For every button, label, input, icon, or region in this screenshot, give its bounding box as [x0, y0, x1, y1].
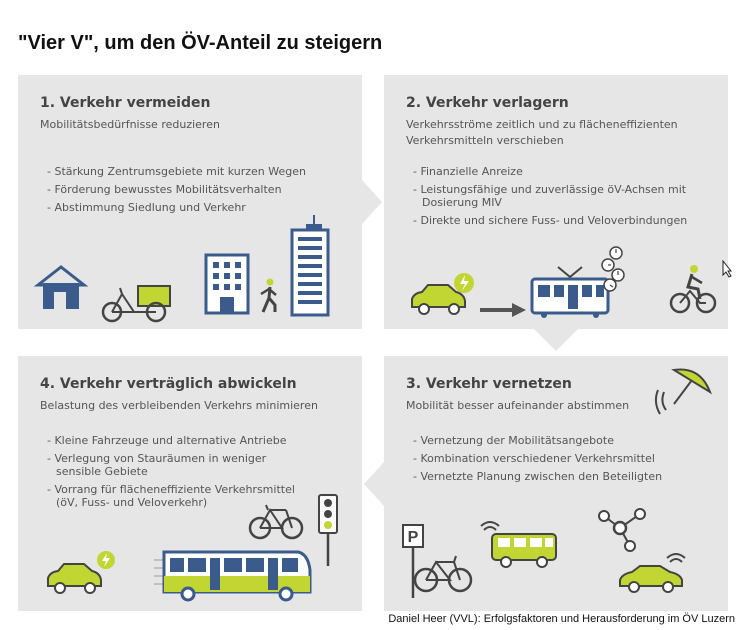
list-item: - Leistungsfähige und zuverlässige öV-Achsen mit Dosierung MIV: [412, 183, 712, 209]
electric-car-icon: [408, 271, 474, 319]
panel-heading: 1. Verkehr vermeiden: [40, 95, 211, 111]
panel-verkehr-vermeiden: [18, 75, 362, 329]
list-item: - Vernetzte Planung zwischen den Beteiligten: [412, 470, 712, 483]
office-building-icon: [204, 253, 250, 313]
mouse-cursor-icon: [722, 260, 732, 278]
bus-icon: [154, 546, 314, 602]
list-item: - Direkte und sichere Fuss- und Veloverbindungen: [412, 214, 712, 227]
panel-heading: 4. Verkehr verträglich abwickeln: [40, 376, 297, 392]
bicycle-icon: [412, 552, 474, 594]
panel-subtitle: Mobilität besser aufeinander abstimmen: [406, 399, 630, 412]
flow-arrow-right: [362, 180, 384, 224]
arrow-right-icon: [480, 303, 526, 317]
page-title: "Vier V", um den ÖV-Anteil zu steigern: [18, 32, 383, 54]
electric-car-icon: [44, 550, 110, 598]
traffic-light-icon: [318, 494, 338, 566]
panel-list: [412, 434, 712, 488]
panel-heading: 2. Verkehr verlagern: [406, 95, 569, 111]
list-item: - Kombination verschiedener Verkehrsmittel: [412, 452, 712, 465]
panel-list: [412, 165, 712, 232]
clock-icon: [596, 245, 630, 291]
house-icon: [36, 263, 86, 313]
cyclist-icon: [670, 265, 716, 315]
panel-verkehr-vertraeglich-abwickeln: [18, 356, 362, 611]
bicycle-icon: [248, 502, 304, 540]
panel-list: [46, 165, 346, 219]
svg-text:P: P: [407, 529, 419, 546]
tower-building-icon: [290, 215, 330, 315]
panel-heading: 3. Verkehr vernetzen: [406, 376, 572, 392]
panel-verkehr-vernetzen: [384, 356, 728, 611]
list-item: - Kleine Fahrzeuge und alternative Antriebe: [46, 434, 346, 447]
list-item: - Verlegung von Stauräumen in weniger sensible Gebiete: [46, 452, 271, 478]
list-item: - Vorrang für flächeneffiziente Verkehrsmittel (öV, Fuss- und Veloverkehr): [46, 483, 306, 509]
list-item: - Stärkung Zentrumsgebiete mit kurzen Wegen: [46, 165, 346, 178]
cargo-bike-icon: [98, 280, 178, 325]
panel-subtitle: Mobilitätsbedürfnisse reduzieren: [40, 118, 220, 131]
flow-arrow-left: [362, 462, 384, 506]
list-item: - Abstimmung Siedlung und Verkehr: [46, 201, 346, 214]
flow-arrow-down: [534, 329, 578, 353]
umbrella-icon: [654, 362, 714, 418]
panel-subtitle: Belastung des verbleibenden Verkehrs minimieren: [40, 399, 318, 412]
walking-person-icon: [258, 278, 282, 314]
list-item: - Vernetzung der Mobilitätsangebote: [412, 434, 712, 447]
connected-bus-icon: [480, 522, 560, 570]
list-item: - Finanzielle Anreize: [412, 165, 712, 178]
network-icon: [596, 506, 648, 554]
panel-verkehr-verlagern: [384, 75, 728, 329]
source-caption: Daniel Heer (VVL): Erfolgsfaktoren und Herausforderung im ÖV Luzern: [388, 613, 735, 625]
list-item: - Förderung bewusstes Mobilitätsverhalten: [46, 183, 346, 196]
connected-car-icon: [616, 554, 694, 594]
panel-subtitle: Verkehrsströme zeitlich und zu flächeneffizienten Verkehrsmitteln verschieben: [406, 118, 678, 147]
